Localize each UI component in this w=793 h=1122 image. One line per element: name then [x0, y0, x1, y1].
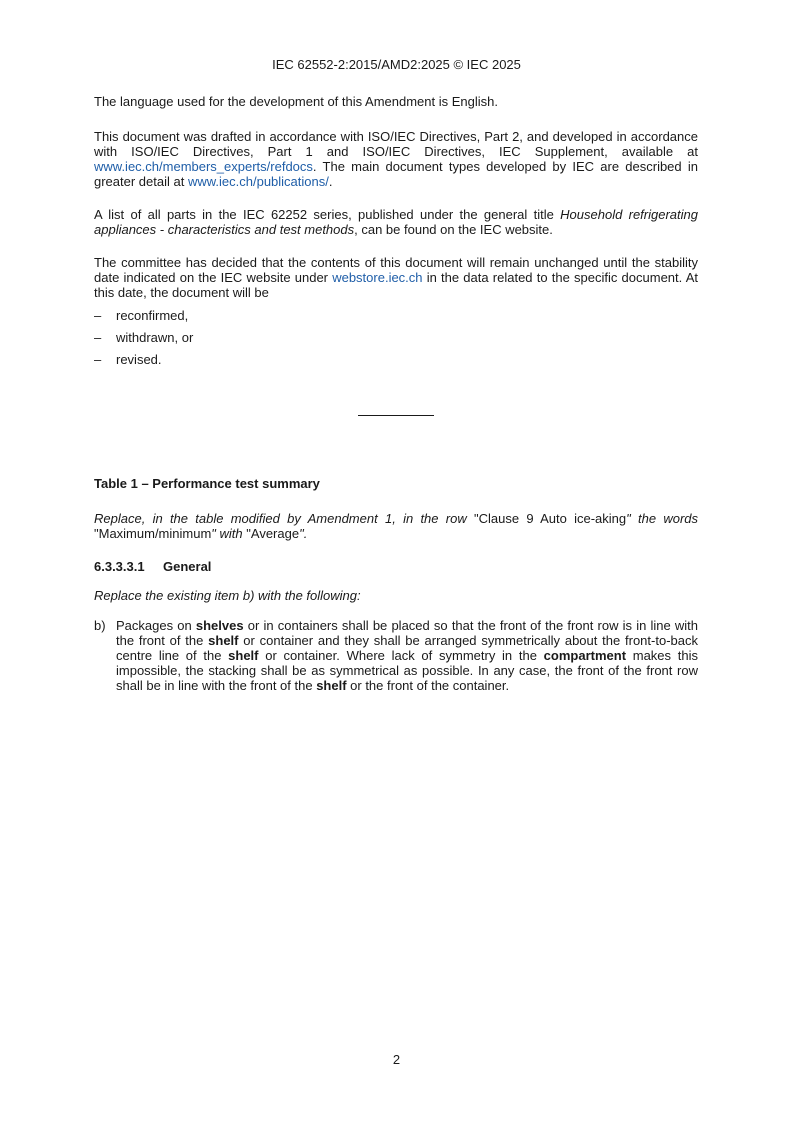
series-parts-statement — [94, 207, 698, 237]
instruction-part-3: " with — [211, 526, 247, 541]
dash-bullet: – — [94, 308, 102, 323]
instruction-quote-2: "Maximum/minimum — [94, 526, 212, 541]
drafting-text-2: . The main document types developed by IEC are described in greater detail at — [94, 159, 698, 189]
item-b-text-6: or the front of the container. — [346, 678, 510, 693]
instruction-part-4: ". — [299, 526, 308, 541]
clause-instruction: Replace the existing item b) with the following: — [94, 588, 361, 603]
language-statement: The language used for the development of this Amendment is English. — [94, 94, 498, 109]
instruction-quote-3: "Average — [246, 526, 300, 541]
item-b-label: b) — [94, 618, 106, 633]
instruction-quote-1: "Clause 9 Auto ice-aking — [473, 511, 627, 526]
instruction-part-1: Replace, in the table modified by Amendment 1, in the row — [94, 511, 474, 526]
page-number: 2 — [392, 1052, 401, 1067]
item-b-text-3: or container and they shall be arranged symmetrically about the front-to-back centre line of the — [116, 633, 698, 663]
term-shelves: shelves — [195, 618, 244, 633]
series-title: Household refrigerating appliances - characteristics and test methods — [94, 207, 698, 237]
clause-title: General — [163, 559, 212, 574]
item-b-text-4: or container. Where lack of symmetry in the — [258, 648, 544, 663]
item-b-text-2: or in containers shall be placed so that the front of the front row is in line with the front of the — [116, 618, 698, 648]
dash-bullet: – — [94, 330, 102, 345]
list-item — [94, 330, 698, 345]
table-1-instruction — [94, 511, 698, 541]
drafting-text-1: This document was drafted in accordance with ISO/IEC Directives, Part 2, and developed in accordance with ISO/IEC Directives, Part 1 and ISO/IEC Directives, IEC Supplement, available at — [94, 129, 698, 159]
item-b-text-1: Packages on — [116, 618, 196, 633]
term-compartment: compartment — [543, 648, 627, 663]
list-item — [94, 352, 698, 367]
drafting-statement — [94, 129, 698, 189]
series-text-2: , can be found on the IEC website. — [354, 222, 553, 237]
clause-number: 6.3.3.3.1 — [94, 559, 145, 574]
webstore-link[interactable]: webstore.iec.ch — [332, 270, 423, 285]
item-b-text-5: makes this impossible, the stacking shall be as symmetrical as possible. In any case, the front of the front row shall be in line with the front of the — [116, 648, 698, 693]
committee-text-1: The committee has decided that the contents of this document will remain unchanged until the stability date indicated on the IEC website under — [94, 255, 698, 285]
dash-bullet: – — [94, 352, 102, 367]
publications-link[interactable]: www.iec.ch/publications/ — [187, 174, 329, 189]
term-shelf: shelf — [316, 678, 347, 693]
refdocs-link[interactable]: www.iec.ch/members_experts/refdocs — [94, 159, 313, 174]
term-shelf: shelf — [228, 648, 259, 663]
table-1-heading: Table 1 – Performance test summary — [94, 476, 320, 491]
clause-heading — [94, 559, 698, 574]
list-item — [94, 308, 698, 323]
outcome-withdrawn: withdrawn, or — [116, 330, 194, 345]
committee-statement — [94, 255, 698, 300]
document-body — [94, 94, 698, 693]
series-text-1: A list of all parts in the IEC 62252 series, published under the general title — [94, 207, 561, 222]
outcome-list — [94, 308, 698, 367]
instruction-part-2: " the words — [626, 511, 699, 526]
drafting-text-3: . — [328, 174, 333, 189]
page-header: IEC 62552-2:2015/AMD2:2025 © IEC 2025 — [272, 57, 521, 72]
committee-text-2: in the data related to the specific document. At this date, the document will be — [94, 270, 699, 300]
outcome-revised: revised. — [116, 352, 162, 367]
term-shelf: shelf — [208, 633, 239, 648]
item-b — [94, 618, 698, 693]
section-separator — [358, 415, 434, 416]
outcome-reconfirmed: reconfirmed, — [116, 308, 189, 323]
